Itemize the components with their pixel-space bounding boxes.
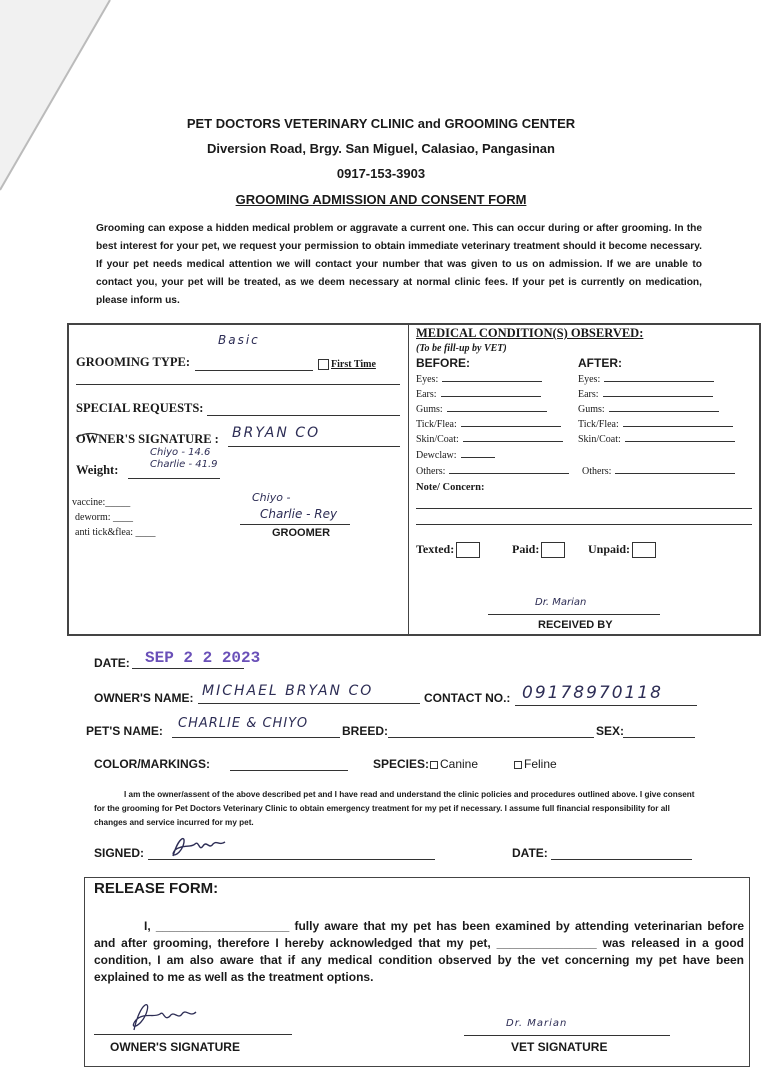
release-owner-line[interactable] — [94, 1034, 292, 1035]
after-field-label: Gums: — [578, 404, 605, 415]
before-field-label: Gums: — [416, 404, 443, 415]
canine-checkbox[interactable] — [430, 761, 438, 769]
date-line[interactable] — [132, 668, 244, 669]
before-field[interactable] — [416, 389, 541, 400]
release-title: RELEASE FORM: — [94, 880, 219, 897]
contact-value: 09178970118 — [522, 683, 663, 703]
special-requests-label: SPECIAL REQUESTS: — [76, 401, 204, 415]
before-field-label: Ears: — [416, 389, 437, 400]
first-time-option[interactable] — [318, 359, 376, 370]
before-field-line[interactable] — [441, 396, 541, 397]
note-line-2[interactable] — [416, 524, 752, 525]
signed-label: SIGNED: — [94, 846, 145, 860]
sex-line[interactable] — [623, 737, 695, 738]
grooming-type-line[interactable] — [195, 370, 313, 371]
before-field-line[interactable] — [442, 381, 542, 382]
after-field[interactable] — [578, 389, 713, 400]
owner-signature-label: OWNER'S SIGNATURE : — [76, 432, 219, 446]
owner-signature-scribble — [165, 832, 245, 862]
breed-label: BREED: — [342, 724, 389, 738]
paid-checkbox[interactable] — [541, 542, 565, 558]
after-field[interactable] — [578, 434, 735, 445]
consent-paragraph: I am the owner/assent of the above described pet and I have read and understand the clinic policies and procedures outlined above. I give consent for the grooming for Pet Doctors Veterinary Clinic to obtain emergency treatment for my pet if necessary. I assume full financial responsibility for all changes and service incurred for my pet. — [94, 790, 695, 827]
note-line-1[interactable] — [416, 508, 752, 509]
received-by-line[interactable] — [488, 614, 660, 615]
groomer-label: GROOMER — [272, 527, 331, 539]
after-field-line[interactable] — [603, 396, 713, 397]
feline-checkbox[interactable] — [514, 761, 522, 769]
species-label: SPECIES: — [373, 757, 430, 771]
deworm-label: deworm: ____ — [75, 512, 134, 523]
before-field-label: Tick/Flea: — [416, 419, 457, 430]
owner-name-label: OWNER'S NAME: — [94, 691, 194, 705]
intro-paragraph: Grooming can expose a hidden medical problem or aggravate a current one. This can occur during or after grooming. In the best interest for your pet, we request your permission to obtain immediate veterinary treatment should it become necessary. If your pet needs medical attention we will contact your number that was given to us on admission. If we are unable to contact you, your pet will be treated, as we deem necessary at normal clinic fees. If your pet is currently on medication, please inform us. — [96, 223, 702, 306]
after-field-label: Others: — [582, 466, 612, 477]
box-divider — [408, 325, 409, 634]
color-label: COLOR/MARKINGS: — [94, 757, 210, 771]
after-field[interactable] — [582, 466, 735, 477]
weight-line-1: Chiyo - 14.6 — [150, 447, 211, 458]
before-field[interactable] — [416, 404, 547, 415]
texted-option[interactable] — [416, 542, 480, 558]
before-field-line[interactable] — [461, 457, 495, 458]
canine-option[interactable] — [430, 757, 478, 771]
after-field-label: Ears: — [578, 389, 599, 400]
first-time-checkbox[interactable] — [318, 359, 329, 370]
after-field-label: Skin/Coat: — [578, 434, 621, 445]
after-field-label: Eyes: — [578, 374, 601, 385]
after-label: AFTER: — [578, 356, 622, 370]
before-field-label: Eyes: — [416, 374, 439, 385]
clinic-address: Diversion Road, Brgy. San Miguel, Calasiao, Pangasinan — [207, 141, 555, 156]
after-field-line[interactable] — [604, 381, 714, 382]
before-field-label: Others: — [416, 466, 446, 477]
received-by-label: RECEIVED BY — [538, 619, 613, 631]
contact-line[interactable] — [515, 705, 697, 706]
pet-name-label: PET'S NAME: — [86, 724, 163, 738]
signed-line[interactable] — [148, 859, 435, 860]
before-field-label: Skin/Coat: — [416, 434, 459, 445]
pet-name-value: CHARLIE & CHIYO — [178, 716, 309, 731]
release-paragraph: I, ____________________ fully aware that my pet has been examined by attending veterinarian before and after grooming, therefore I hereby acknowledged that my pet, _______________ was released in a good condition, I am also aware that if any medical condition observed by the vet concerning my pet have been explained to me as well as the treatment options. — [94, 919, 744, 984]
release-owner-signature-scribble — [120, 996, 210, 1036]
first-time-label: First Time — [331, 359, 376, 370]
before-field[interactable] — [416, 450, 495, 461]
owner-signature-value: BRYAN CO — [232, 425, 321, 441]
before-field-line[interactable] — [447, 411, 547, 412]
before-field-line[interactable] — [463, 441, 563, 442]
clinic-name: PET DOCTORS VETERINARY CLINIC and GROOMING CENTER — [186, 116, 576, 131]
pet-name-line[interactable] — [172, 737, 340, 738]
vaccine-label: vaccine:_____ — [72, 497, 131, 508]
grooming-type-label: GROOMING TYPE: — [76, 355, 191, 369]
unpaid-checkbox[interactable] — [632, 542, 656, 558]
before-field[interactable] — [416, 466, 569, 477]
received-by-value: Dr. Marian — [535, 597, 587, 608]
groomer-line[interactable] — [240, 524, 350, 525]
before-field[interactable] — [416, 434, 563, 445]
before-field[interactable] — [416, 374, 542, 385]
special-requests-line[interactable] — [207, 415, 400, 416]
unpaid-option[interactable] — [588, 542, 656, 558]
feline-option[interactable] — [514, 757, 557, 771]
texted-checkbox[interactable] — [456, 542, 480, 558]
after-field-line[interactable] — [615, 473, 735, 474]
before-field-line[interactable] — [449, 473, 569, 474]
before-label: BEFORE: — [416, 356, 470, 370]
antitick-label: anti tick&flea: ____ — [75, 527, 156, 538]
signed-date-label: DATE: — [512, 846, 548, 860]
before-field-line[interactable] — [461, 426, 561, 427]
date-stamp: SEP 2 2 2023 — [145, 649, 261, 667]
texted-label: Texted: — [416, 542, 455, 556]
owner-name-value: MICHAEL BRYAN CO — [202, 683, 374, 699]
after-field-line[interactable] — [623, 426, 733, 427]
strike-mark — [74, 428, 104, 442]
paid-label: Paid: — [512, 542, 540, 556]
signed-date-line[interactable] — [551, 859, 692, 860]
after-field-line[interactable] — [609, 411, 719, 412]
groomer-value-1: Chiyo - — [252, 491, 291, 504]
owner-signature-line[interactable] — [228, 446, 400, 447]
groomer-value-2: Charlie - Rey — [260, 507, 338, 521]
medical-subtitle: (To be fill-up by VET) — [416, 343, 507, 354]
before-field[interactable] — [416, 419, 561, 430]
date-label: DATE: — [94, 656, 130, 670]
after-field-line[interactable] — [625, 441, 735, 442]
weight-label: Weight: — [76, 463, 119, 477]
weight-line-2: Charlie - 41.9 — [150, 459, 218, 470]
weight-line[interactable] — [128, 478, 220, 479]
after-field-label: Tick/Flea: — [578, 419, 619, 430]
after-field[interactable] — [578, 404, 719, 415]
release-vet-line[interactable] — [464, 1035, 670, 1036]
form-title: GROOMING ADMISSION AND CONSENT FORM — [235, 192, 527, 207]
contact-label: CONTACT NO.: — [424, 691, 511, 705]
after-field[interactable] — [578, 374, 714, 385]
grooming-type-value: Basic — [218, 333, 260, 347]
breed-line[interactable] — [388, 737, 594, 738]
paid-option[interactable] — [512, 542, 565, 558]
owner-name-line[interactable] — [198, 703, 420, 704]
release-vet-signature-value: Dr. Marian — [506, 1018, 568, 1029]
clinic-phone: 0917-153-3903 — [336, 166, 426, 181]
release-owner-label: OWNER'S SIGNATURE — [110, 1040, 240, 1054]
grooming-type-line-2[interactable] — [76, 384, 400, 385]
feline-label: Feline — [524, 757, 557, 771]
medical-title: MEDICAL CONDITION(S) OBSERVED: — [416, 326, 644, 340]
before-field-label: Dewclaw: — [416, 450, 457, 461]
canine-label: Canine — [440, 757, 479, 771]
unpaid-label: Unpaid: — [588, 542, 631, 556]
release-vet-label: VET SIGNATURE — [511, 1040, 608, 1054]
note-label: Note/ Concern: — [416, 482, 485, 493]
color-line[interactable] — [230, 770, 348, 771]
sex-label: SEX: — [596, 724, 625, 738]
after-field[interactable] — [578, 419, 733, 430]
